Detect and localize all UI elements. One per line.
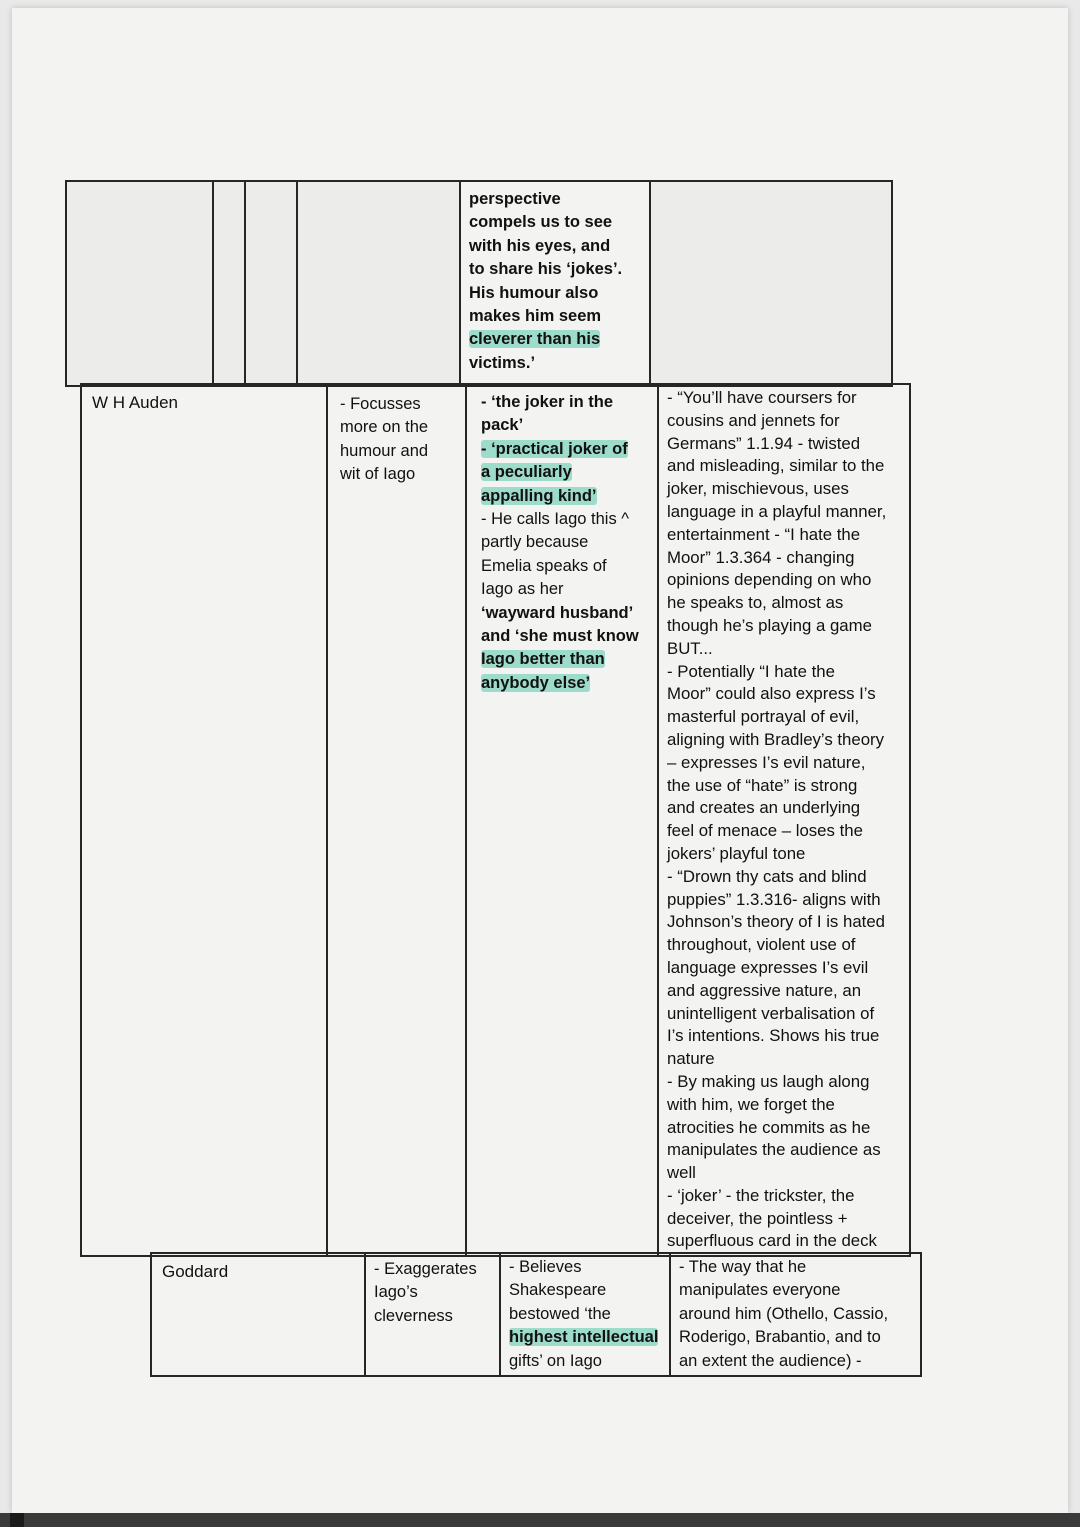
text-line: around him (Othello, Cassio,	[679, 1304, 889, 1323]
highlighted-text: - ‘practical joker of	[481, 439, 628, 458]
text-line: - By making us laugh along	[667, 1071, 870, 1091]
text-line: His humour also	[469, 283, 599, 302]
cell-blank	[245, 181, 297, 386]
text-line: - Believes	[509, 1258, 582, 1276]
text-line: Johnson’s theory of I is hated	[667, 912, 885, 932]
cell-critic-view	[365, 1253, 500, 1376]
table-row-continuation	[65, 180, 893, 387]
highlighted-text: anybody else’	[481, 673, 591, 692]
text-line: feel of menace – loses the	[667, 821, 863, 841]
text-line: Shakespeare	[509, 1281, 607, 1300]
text-line: manipulates the audience as	[667, 1140, 881, 1160]
cell-blank	[297, 181, 460, 386]
cell-analysis	[658, 384, 910, 1256]
text-line	[481, 485, 649, 508]
text-line: superfluous card in the deck	[667, 1231, 877, 1251]
highlighted-text: Iago better than	[481, 650, 605, 669]
text-line: BUT...	[667, 638, 713, 658]
text-line: bestowed ‘the	[509, 1304, 611, 1323]
text-line: – expresses I’s evil nature,	[667, 752, 866, 772]
text-line	[481, 648, 649, 671]
text-line: - Potentially “I hate the	[667, 661, 835, 681]
text-line: he speaks to, almost as	[667, 593, 844, 613]
cell-critic-name	[151, 1253, 365, 1376]
critic-name: Goddard	[162, 1262, 229, 1281]
text-line: - “You’ll have coursers for	[667, 388, 857, 407]
cell-perspective-quote	[460, 181, 650, 386]
text-line	[481, 461, 649, 484]
text-line	[481, 672, 649, 695]
text-line: atrocities he commits as he	[667, 1117, 871, 1137]
text-line: partly because	[481, 533, 589, 552]
text-line: gifts’ on Iago	[509, 1351, 602, 1370]
cell-critic-quotes	[466, 384, 658, 1256]
text-line: and creates an underlying	[667, 798, 861, 818]
text-line: Iago’s	[374, 1283, 418, 1302]
critic-name: W H Auden	[92, 393, 178, 412]
text-line: compels us to see	[469, 213, 613, 232]
highlighted-text: appalling kind’	[481, 486, 597, 505]
text-line: I’s intentions. Shows his true	[667, 1026, 880, 1046]
scanner-edge	[0, 1513, 1080, 1527]
text-line: ‘wayward husband’	[481, 603, 634, 622]
cell-blank	[213, 181, 245, 386]
text-line: the use of “hate” is strong	[667, 775, 858, 795]
text-line: - The way that he	[679, 1258, 807, 1276]
text-line: language in a playful manner,	[667, 501, 887, 521]
text-line: wit of Iago	[340, 465, 416, 484]
text-line: though he’s playing a game	[667, 615, 872, 635]
text-line: entertainment - “I hate the	[667, 524, 861, 544]
text-line: makes him seem	[469, 307, 602, 326]
text-line: with him, we forget the	[667, 1094, 835, 1114]
text-line: deceiver, the pointless +	[667, 1208, 848, 1228]
text-line: puppies” 1.3.316- aligns with	[667, 889, 881, 909]
text-line: joker, mischievous, uses	[667, 479, 849, 499]
text-line: with his eyes, and	[469, 236, 611, 255]
text-line: - He calls Iago this ^	[481, 510, 630, 529]
cell-blank	[66, 181, 213, 386]
text-line: pack’	[481, 416, 524, 435]
text-line: well	[667, 1163, 696, 1183]
text-line: opinions depending on who	[667, 570, 872, 590]
text-line: jokers’ playful tone	[667, 843, 806, 863]
text-line: cleverness	[374, 1306, 453, 1325]
text-line: more on the	[340, 418, 429, 437]
cell-blank	[650, 181, 892, 386]
text-line: and ‘she must know	[481, 627, 639, 646]
text-line: humour and	[340, 441, 429, 460]
text-line: an extent the audience) -	[679, 1351, 862, 1370]
text-line: masterful portrayal of evil,	[667, 707, 860, 727]
table-row-goddard	[150, 1252, 922, 1377]
text-line: language expresses I’s evil	[667, 957, 869, 977]
text-line: nature	[667, 1049, 715, 1069]
text-line: cousins and jennets for	[667, 410, 840, 430]
text-line: throughout, violent use of	[667, 935, 856, 955]
text-line: victims.’	[469, 353, 536, 372]
text-line: - Focusses	[340, 395, 421, 413]
text-line	[481, 438, 649, 461]
cell-critic-view	[327, 384, 466, 1256]
highlighted-text: highest intellectual	[509, 1328, 659, 1347]
cell-critic-quotes	[500, 1253, 670, 1376]
text-line: Emelia speaks of	[481, 556, 607, 575]
text-line: Iago as her	[481, 580, 564, 599]
text-line: Germans” 1.1.94 - twisted	[667, 433, 861, 453]
text-line: - ‘joker’ - the trickster, the	[667, 1185, 855, 1205]
text-line	[469, 328, 641, 351]
text-line: - ‘the joker in the	[481, 393, 614, 411]
text-line: Moor” 1.3.364 - changing	[667, 547, 855, 567]
cell-analysis	[670, 1253, 921, 1376]
text-line: perspective	[469, 190, 561, 208]
cell-critic-name	[81, 384, 327, 1256]
text-line	[509, 1326, 661, 1349]
table-row-auden	[80, 383, 911, 1257]
highlighted-text: a peculiarly	[481, 463, 572, 482]
text-line: - “Drown thy cats and blind	[667, 866, 867, 886]
text-line: and aggressive nature, an	[667, 980, 862, 1000]
text-line: - Exaggerates	[374, 1260, 477, 1278]
text-line: aligning with Bradley’s theory	[667, 729, 885, 749]
text-line: Roderigo, Brabantio, and to	[679, 1328, 881, 1347]
text-line: to share his ‘jokes’.	[469, 260, 623, 279]
text-line: unintelligent verbalisation of	[667, 1003, 875, 1023]
text-line: Moor” could also express I’s	[667, 684, 876, 704]
highlighted-text: cleverer than his	[469, 330, 601, 349]
text-line: manipulates everyone	[679, 1281, 841, 1300]
text-line: and misleading, similar to the	[667, 456, 885, 476]
